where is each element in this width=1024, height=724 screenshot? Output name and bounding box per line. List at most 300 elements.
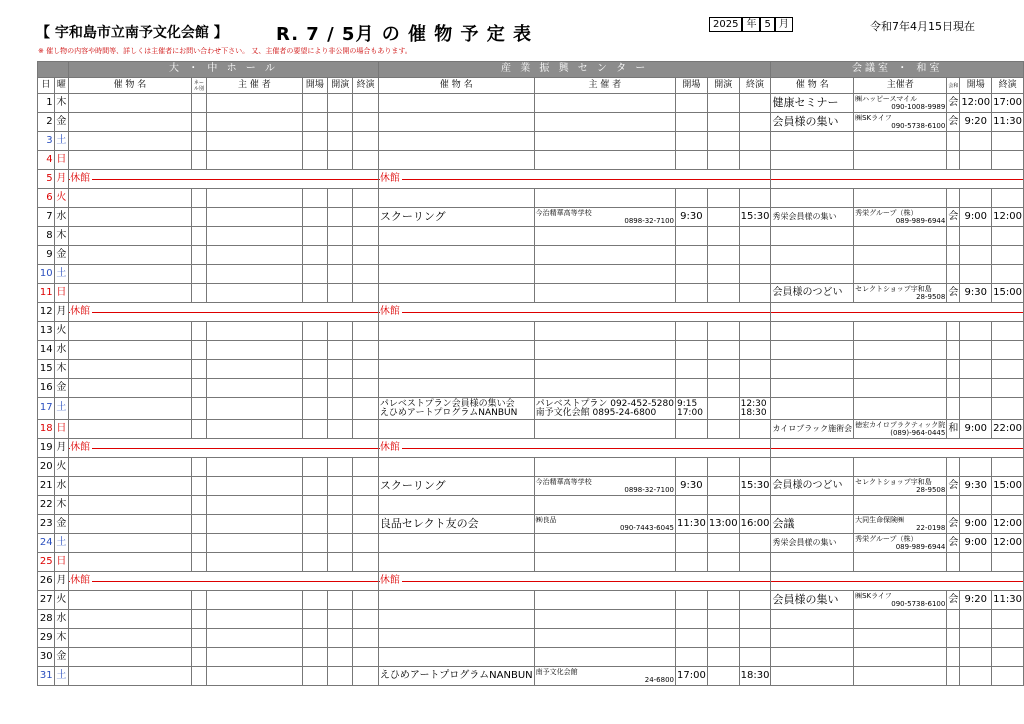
sangyo-cell xyxy=(739,379,771,398)
end-time: 12:30 xyxy=(740,398,767,409)
hall-cell xyxy=(353,151,378,170)
page-title: R. 7 / 5月 の 催 物 予 定 表 xyxy=(276,24,533,45)
hall-cell xyxy=(69,629,192,648)
kaigi-cell xyxy=(854,496,947,515)
organizer-phone: 0898-32-7100 xyxy=(624,217,674,225)
hall-closed xyxy=(69,439,379,458)
kaigi-cell xyxy=(947,360,960,379)
sangyo-cell xyxy=(534,284,675,303)
hall-cell xyxy=(328,553,353,572)
sangyo-cell xyxy=(534,113,675,132)
sangyo-cell xyxy=(675,113,707,132)
kaigi-cell xyxy=(960,648,992,667)
sangyo-cell xyxy=(534,265,675,284)
hall-cell xyxy=(302,284,327,303)
kaigi-cell xyxy=(992,341,1024,360)
organizer-phone: 089-989-6944 xyxy=(895,217,946,225)
hall-cell xyxy=(191,420,206,439)
sangyo-cell xyxy=(534,151,675,170)
hall-cell xyxy=(328,151,353,170)
kaigi-cell xyxy=(992,151,1024,170)
sangyo-cell xyxy=(534,379,675,398)
day-of-week: 木 xyxy=(54,94,68,113)
closed-label: 休館 xyxy=(70,305,91,317)
sangyo-cell xyxy=(707,496,739,515)
venue-name: 【 宇和島市立南予文化会館 】 xyxy=(36,25,228,41)
organizer-phone: 090-7443-6045 xyxy=(619,524,674,532)
hall-cell xyxy=(353,379,378,398)
day-row xyxy=(38,113,1024,132)
sangyo-closed xyxy=(378,439,771,458)
hall-cell xyxy=(191,341,206,360)
hall-cell xyxy=(191,534,206,553)
day-of-week: 火 xyxy=(54,591,68,610)
sangyo-cell xyxy=(707,629,739,648)
hall-cell xyxy=(328,284,353,303)
hall-cell xyxy=(302,610,327,629)
hall-cell xyxy=(328,477,353,496)
kaigi-end: 17:00 xyxy=(992,94,1024,113)
sangyo-cell xyxy=(739,322,771,341)
sangyo-cell xyxy=(378,496,534,515)
kaigi-cell xyxy=(771,322,854,341)
day-number: 21 xyxy=(38,477,55,496)
sangyo-cell xyxy=(675,94,707,113)
sangyo-cell xyxy=(707,534,739,553)
sangyo-cell xyxy=(534,458,675,477)
hall-cell xyxy=(207,420,303,439)
hall-cell xyxy=(302,398,327,420)
hall-cell xyxy=(191,398,206,420)
hall-cell xyxy=(69,284,192,303)
month-value: 5 xyxy=(760,17,774,32)
col-hall-end: 終演 xyxy=(353,78,378,94)
sangyo-cell xyxy=(378,284,534,303)
closed-label: 休館 xyxy=(70,441,91,453)
sangyo-cell xyxy=(534,360,675,379)
day-row xyxy=(38,265,1024,284)
kaigi-open: 9:00 xyxy=(960,420,992,439)
sangyo-cell xyxy=(739,227,771,246)
hall-cell xyxy=(302,379,327,398)
sangyo-cell xyxy=(675,360,707,379)
day-row xyxy=(38,553,1024,572)
hall-cell xyxy=(207,246,303,265)
sangyo-cell xyxy=(675,610,707,629)
sangyo-open xyxy=(675,398,707,420)
kaigi-room: 会 xyxy=(947,208,960,227)
sangyo-cell xyxy=(739,553,771,572)
closed-label: 休館 xyxy=(379,172,400,184)
hall-cell xyxy=(353,94,378,113)
hall-cell xyxy=(207,458,303,477)
sangyo-cell xyxy=(739,591,771,610)
hall-cell xyxy=(69,208,192,227)
sangyo-end xyxy=(739,398,771,420)
day-row xyxy=(38,629,1024,648)
sangyo-cell xyxy=(378,591,534,610)
hall-cell xyxy=(353,208,378,227)
hall-cell xyxy=(207,477,303,496)
organizer-phone: 22-0198 xyxy=(916,524,946,532)
hall-cell xyxy=(207,667,303,686)
hall-cell xyxy=(191,648,206,667)
hall-cell xyxy=(207,94,303,113)
sangyo-cell xyxy=(534,553,675,572)
kaigi-event: 秀栄会員様の集い xyxy=(771,534,854,553)
hall-cell xyxy=(69,227,192,246)
sangyo-cell xyxy=(739,246,771,265)
kaigi-end: 12:00 xyxy=(992,534,1024,553)
hall-cell xyxy=(207,360,303,379)
kaigi-closed xyxy=(771,572,1024,591)
sangyo-end: 15:30 xyxy=(739,477,771,496)
kaigi-cell xyxy=(960,151,992,170)
col-hall-start: 開演 xyxy=(328,78,353,94)
day-number: 22 xyxy=(38,496,55,515)
year-month-box xyxy=(709,17,793,32)
day-of-week: 金 xyxy=(54,515,68,534)
kaigi-cell xyxy=(992,398,1024,420)
sangyo-cell xyxy=(675,496,707,515)
kaigi-cell xyxy=(992,322,1024,341)
kaigi-cell xyxy=(992,458,1024,477)
open-time: 17:00 xyxy=(676,407,703,418)
kaigi-event: カイロプラック施術会 xyxy=(771,420,854,439)
day-number: 18 xyxy=(38,420,55,439)
day-number: 9 xyxy=(38,246,55,265)
day-number: 6 xyxy=(38,189,55,208)
kaigi-cell xyxy=(960,246,992,265)
kaigi-cell xyxy=(771,132,854,151)
hall-cell xyxy=(191,591,206,610)
sangyo-event xyxy=(378,398,534,420)
kaigi-end: 22:00 xyxy=(992,420,1024,439)
day-number: 23 xyxy=(38,515,55,534)
organizer-phone: 28-9508 xyxy=(916,293,946,301)
day-of-week: 木 xyxy=(54,360,68,379)
hall-cell xyxy=(328,591,353,610)
day-of-week: 月 xyxy=(54,439,68,458)
hall-cell xyxy=(353,246,378,265)
kaigi-room: 会 xyxy=(947,591,960,610)
kaigi-cell xyxy=(960,629,992,648)
kaigi-organizer xyxy=(854,515,947,534)
day-row xyxy=(38,591,1024,610)
hall-closed xyxy=(69,170,379,189)
kaigi-cell xyxy=(771,246,854,265)
kaigi-open: 9:30 xyxy=(960,284,992,303)
hall-cell xyxy=(353,591,378,610)
hall-cell xyxy=(328,189,353,208)
hall-cell xyxy=(302,420,327,439)
day-row xyxy=(38,496,1024,515)
schedule-table xyxy=(37,61,1024,686)
hall-cell xyxy=(207,341,303,360)
sangyo-cell xyxy=(739,284,771,303)
hall-cell xyxy=(207,379,303,398)
sangyo-cell xyxy=(378,341,534,360)
col-kg-room: 会和 xyxy=(947,78,960,94)
col-sg-end: 終演 xyxy=(739,78,771,94)
kaigi-cell xyxy=(854,629,947,648)
kaigi-cell xyxy=(771,379,854,398)
hall-cell xyxy=(353,227,378,246)
hall-cell xyxy=(353,458,378,477)
hall-cell xyxy=(328,94,353,113)
hall-cell xyxy=(302,189,327,208)
column-header-row xyxy=(38,78,1024,94)
hall-cell xyxy=(328,496,353,515)
kaigi-cell xyxy=(992,648,1024,667)
hall-cell xyxy=(207,515,303,534)
kaigi-end: 11:30 xyxy=(992,113,1024,132)
sangyo-cell xyxy=(739,151,771,170)
sangyo-cell xyxy=(675,458,707,477)
sangyo-cell xyxy=(707,189,739,208)
section-kaigi: 会議室 ・ 和室 xyxy=(771,62,1024,78)
hall-cell xyxy=(353,667,378,686)
sangyo-cell xyxy=(707,322,739,341)
day-number: 4 xyxy=(38,151,55,170)
hall-cell xyxy=(69,534,192,553)
kaigi-cell xyxy=(960,341,992,360)
organizer-name: 今治精華高等学校 xyxy=(535,477,592,486)
sangyo-cell xyxy=(739,534,771,553)
organizer-name: ㈱SKライフ xyxy=(855,113,892,122)
hall-cell xyxy=(69,667,192,686)
kaigi-cell xyxy=(947,265,960,284)
closed-label: 休館 xyxy=(379,441,400,453)
kaigi-organizer xyxy=(854,420,947,439)
hall-cell xyxy=(302,227,327,246)
hall-cell xyxy=(353,265,378,284)
kaigi-room: 会 xyxy=(947,94,960,113)
day-number: 19 xyxy=(38,439,55,458)
sangyo-cell xyxy=(739,648,771,667)
sangyo-cell xyxy=(707,151,739,170)
kaigi-cell xyxy=(771,648,854,667)
day-number: 26 xyxy=(38,572,55,591)
organizer-name: 秀栄グループ（株） xyxy=(855,534,918,543)
sangyo-cell xyxy=(707,265,739,284)
kaigi-closed xyxy=(771,170,1024,189)
day-number: 13 xyxy=(38,322,55,341)
day-number: 7 xyxy=(38,208,55,227)
sangyo-cell xyxy=(378,113,534,132)
day-number: 2 xyxy=(38,113,55,132)
kaigi-cell xyxy=(947,496,960,515)
kaigi-organizer xyxy=(854,477,947,496)
kaigi-cell xyxy=(960,360,992,379)
sangyo-cell xyxy=(707,113,739,132)
hall-cell xyxy=(207,322,303,341)
kaigi-cell xyxy=(771,341,854,360)
organizer-name: 秀栄グループ（株） xyxy=(855,208,918,217)
kaigi-open: 9:20 xyxy=(960,113,992,132)
sangyo-event: スクーリング xyxy=(378,477,534,496)
sangyo-cell xyxy=(707,420,739,439)
sangyo-start xyxy=(707,208,739,227)
hall-cell xyxy=(191,379,206,398)
kaigi-open: 9:00 xyxy=(960,208,992,227)
kaigi-cell xyxy=(947,151,960,170)
hall-cell xyxy=(207,496,303,515)
day-number: 29 xyxy=(38,629,55,648)
sangyo-end: 15:30 xyxy=(739,208,771,227)
sangyo-open: 9:30 xyxy=(675,208,707,227)
kaigi-cell xyxy=(992,610,1024,629)
day-of-week: 日 xyxy=(54,284,68,303)
sangyo-cell xyxy=(378,420,534,439)
kaigi-room: 会 xyxy=(947,477,960,496)
hall-cell xyxy=(328,629,353,648)
day-of-week: 月 xyxy=(54,303,68,322)
kaigi-cell xyxy=(771,667,854,686)
hall-cell xyxy=(207,629,303,648)
sangyo-cell xyxy=(707,379,739,398)
sangyo-organizer xyxy=(534,477,675,496)
day-of-week: 木 xyxy=(54,496,68,515)
day-row xyxy=(38,246,1024,265)
organizer-name: 今治精華高等学校 xyxy=(535,208,592,217)
kaigi-room: 会 xyxy=(947,534,960,553)
sangyo-cell xyxy=(675,379,707,398)
kaigi-cell xyxy=(854,610,947,629)
day-of-week: 水 xyxy=(54,208,68,227)
sangyo-cell xyxy=(675,132,707,151)
kaigi-cell xyxy=(992,496,1024,515)
hall-cell xyxy=(328,341,353,360)
hall-cell xyxy=(302,151,327,170)
day-row xyxy=(38,284,1024,303)
day-number: 5 xyxy=(38,170,55,189)
kaigi-cell xyxy=(947,132,960,151)
sangyo-cell xyxy=(675,246,707,265)
hall-cell xyxy=(69,151,192,170)
day-of-week: 金 xyxy=(54,113,68,132)
hall-cell xyxy=(69,94,192,113)
hall-cell xyxy=(69,113,192,132)
hall-cell xyxy=(328,227,353,246)
hall-cell xyxy=(69,132,192,151)
sangyo-cell xyxy=(378,246,534,265)
kaigi-cell xyxy=(992,379,1024,398)
kaigi-event: 会員様の集い xyxy=(771,113,854,132)
sangyo-cell xyxy=(675,553,707,572)
day-number: 31 xyxy=(38,667,55,686)
kaigi-event: 会員様のつどい xyxy=(771,477,854,496)
sangyo-cell xyxy=(675,648,707,667)
hall-closed xyxy=(69,572,379,591)
sangyo-cell xyxy=(707,610,739,629)
sangyo-cell xyxy=(534,246,675,265)
kaigi-open: 9:20 xyxy=(960,591,992,610)
kaigi-cell xyxy=(947,341,960,360)
kaigi-cell xyxy=(992,667,1024,686)
kaigi-cell xyxy=(960,496,992,515)
organizer-line: パレベストプラン 092-452-5280 xyxy=(535,398,674,409)
hall-cell xyxy=(69,591,192,610)
hall-cell xyxy=(353,132,378,151)
day-row xyxy=(38,667,1024,686)
sangyo-cell xyxy=(739,458,771,477)
organizer-name: セレクトショップ宇和島 xyxy=(855,477,932,486)
hall-cell xyxy=(207,398,303,420)
day-row xyxy=(38,360,1024,379)
kaigi-cell xyxy=(947,189,960,208)
hall-closed xyxy=(69,303,379,322)
kaigi-cell xyxy=(854,151,947,170)
sangyo-cell xyxy=(378,648,534,667)
kaigi-cell xyxy=(771,553,854,572)
hall-cell xyxy=(302,322,327,341)
kaigi-cell xyxy=(947,648,960,667)
day-number: 15 xyxy=(38,360,55,379)
hall-cell xyxy=(69,398,192,420)
day-of-week: 月 xyxy=(54,572,68,591)
hall-cell xyxy=(353,610,378,629)
sangyo-cell xyxy=(534,610,675,629)
kaigi-cell xyxy=(854,227,947,246)
sangyo-cell xyxy=(675,534,707,553)
day-row xyxy=(38,398,1024,420)
kaigi-cell xyxy=(947,227,960,246)
event-line: パレベストプラン会員様の集い会 xyxy=(379,398,515,409)
sangyo-cell xyxy=(675,341,707,360)
hall-cell xyxy=(353,534,378,553)
hall-cell xyxy=(302,477,327,496)
kaigi-cell xyxy=(854,553,947,572)
notice-text: ※ 催し物の内容や時間等、詳しくは主催者にお問い合わせ下さい。 又、主催者の要望により非公開の場合もあります。 xyxy=(38,47,412,55)
hall-cell xyxy=(302,113,327,132)
hall-cell xyxy=(328,398,353,420)
sangyo-cell xyxy=(675,265,707,284)
sangyo-event: 良品セレクト友の会 xyxy=(378,515,534,534)
organizer-phone: 090-1008-9989 xyxy=(891,103,946,111)
day-of-week: 水 xyxy=(54,610,68,629)
kaigi-cell xyxy=(947,553,960,572)
kaigi-cell xyxy=(960,398,992,420)
kaigi-room: 会 xyxy=(947,515,960,534)
kaigi-end: 12:00 xyxy=(992,515,1024,534)
kaigi-room: 会 xyxy=(947,113,960,132)
hall-cell xyxy=(207,208,303,227)
sangyo-cell xyxy=(739,113,771,132)
hall-cell xyxy=(69,477,192,496)
kaigi-cell xyxy=(960,610,992,629)
sangyo-cell xyxy=(675,284,707,303)
sangyo-cell xyxy=(534,189,675,208)
kaigi-cell xyxy=(854,189,947,208)
sangyo-cell xyxy=(707,360,739,379)
organizer-phone: 0898-32-7100 xyxy=(624,486,674,494)
day-of-week: 金 xyxy=(54,246,68,265)
sangyo-cell xyxy=(739,189,771,208)
kaigi-cell xyxy=(992,265,1024,284)
kaigi-room: 会 xyxy=(947,284,960,303)
header xyxy=(0,0,1024,60)
sangyo-cell xyxy=(378,379,534,398)
hall-cell xyxy=(207,265,303,284)
kaigi-organizer xyxy=(854,208,947,227)
hall-cell xyxy=(328,458,353,477)
sangyo-cell xyxy=(707,94,739,113)
sangyo-event: えひめアートプログラムNANBUN xyxy=(378,667,534,686)
kaigi-cell xyxy=(771,360,854,379)
hall-cell xyxy=(191,515,206,534)
hall-cell xyxy=(302,458,327,477)
